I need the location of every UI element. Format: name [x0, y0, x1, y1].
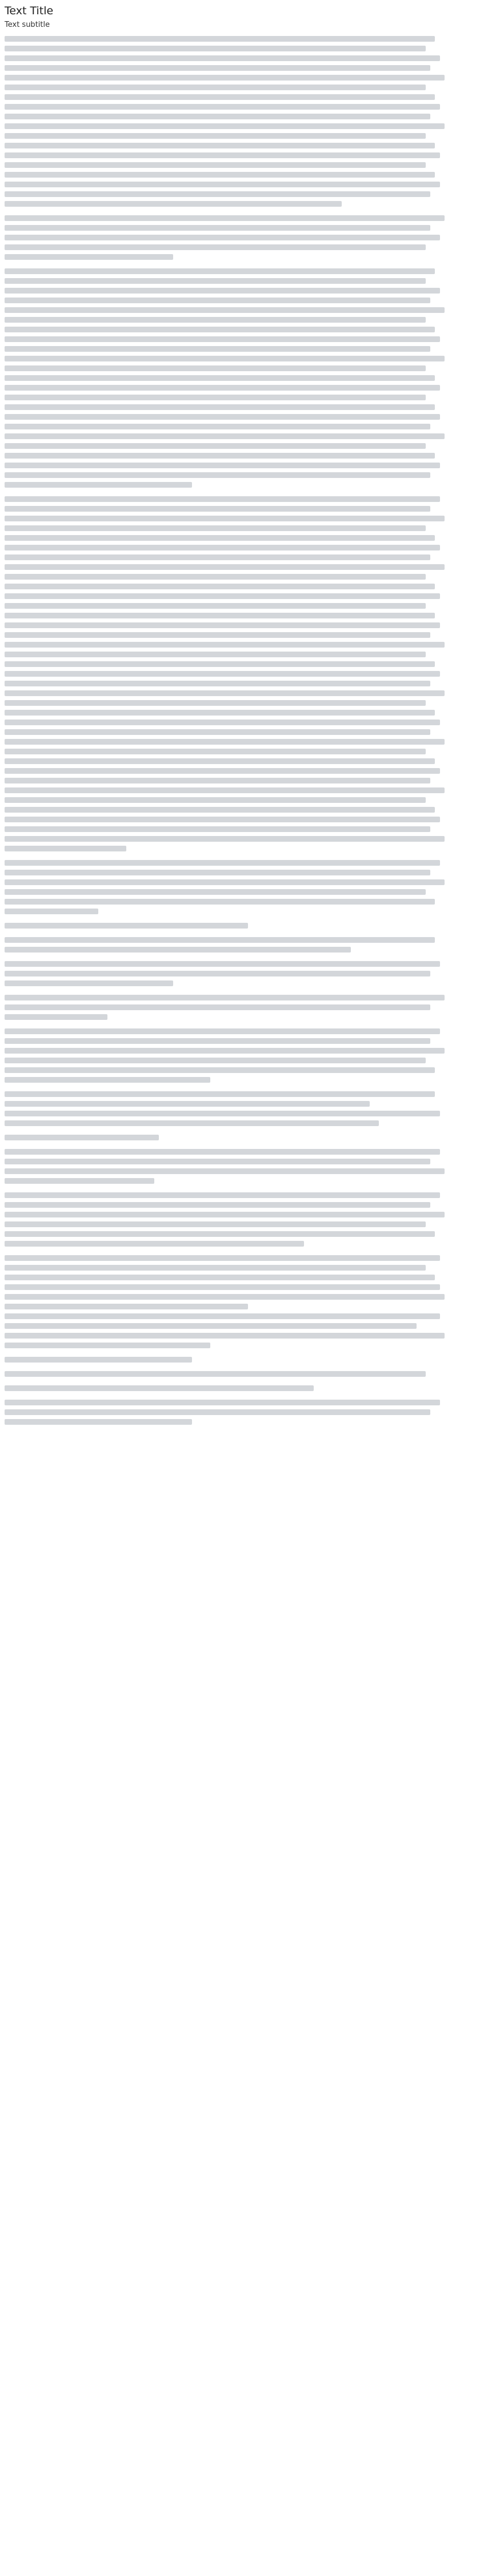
- text-line-placeholder: [5, 65, 430, 71]
- text-line-placeholder: [5, 94, 435, 100]
- text-line-placeholder: [5, 254, 173, 260]
- text-line-placeholder: [5, 375, 435, 381]
- paragraph-1: [5, 36, 473, 207]
- text-line-placeholder: [5, 836, 445, 842]
- paragraph-15: [5, 1255, 473, 1348]
- paragraph-12: [5, 1135, 473, 1140]
- text-line-placeholder: [5, 778, 430, 783]
- text-line-placeholder: [5, 278, 426, 284]
- text-line-placeholder: [5, 909, 98, 914]
- text-line-placeholder: [5, 710, 435, 716]
- text-line-placeholder: [5, 1168, 445, 1174]
- text-line-placeholder: [5, 584, 435, 589]
- text-line-placeholder: [5, 554, 430, 560]
- text-line-placeholder: [5, 346, 430, 352]
- text-line-placeholder: [5, 172, 435, 178]
- text-line-placeholder: [5, 235, 440, 240]
- text-line-placeholder: [5, 75, 445, 81]
- text-line-placeholder: [5, 1409, 430, 1415]
- text-line-placeholder: [5, 1284, 440, 1290]
- text-line-placeholder: [5, 356, 445, 361]
- text-line-placeholder: [5, 870, 430, 875]
- text-line-placeholder: [5, 496, 440, 502]
- text-line-placeholder: [5, 1294, 445, 1300]
- text-line-placeholder: [5, 46, 426, 51]
- text-line-placeholder: [5, 1241, 304, 1247]
- text-line-placeholder: [5, 1265, 426, 1271]
- text-line-placeholder: [5, 947, 351, 953]
- text-line-placeholder: [5, 433, 445, 439]
- paragraph-17: [5, 1371, 473, 1377]
- text-line-placeholder: [5, 395, 426, 400]
- text-line-placeholder: [5, 482, 192, 488]
- text-line-placeholder: [5, 85, 426, 90]
- paragraph-7: [5, 937, 473, 953]
- text-line-placeholder: [5, 244, 426, 250]
- text-line-placeholder: [5, 826, 430, 832]
- text-line-placeholder: [5, 1192, 440, 1198]
- text-line-placeholder: [5, 516, 445, 521]
- text-line-placeholder: [5, 1159, 430, 1164]
- paragraph-13: [5, 1149, 473, 1184]
- text-line-placeholder: [5, 1371, 426, 1377]
- text-line-placeholder: [5, 545, 440, 550]
- text-line-placeholder: [5, 1333, 445, 1339]
- text-line-placeholder: [5, 1304, 248, 1309]
- text-line-placeholder: [5, 652, 426, 657]
- text-line-placeholder: [5, 879, 445, 885]
- page-title: Text Title: [5, 5, 54, 17]
- page-subtitle: Text subtitle: [5, 21, 50, 29]
- text-line-placeholder: [5, 104, 440, 110]
- paragraph-2: [5, 215, 473, 260]
- paragraph-5: [5, 860, 473, 914]
- text-line-placeholder: [5, 1101, 370, 1107]
- text-line-placeholder: [5, 961, 440, 967]
- text-line-placeholder: [5, 443, 426, 449]
- text-line-placeholder: [5, 1120, 379, 1126]
- text-line-placeholder: [5, 162, 426, 168]
- paragraph-3: [5, 268, 473, 488]
- text-line-placeholder: [5, 36, 435, 42]
- text-line-placeholder: [5, 404, 435, 410]
- text-line-placeholder: [5, 971, 430, 976]
- text-line-placeholder: [5, 1111, 440, 1116]
- text-line-placeholder: [5, 1067, 435, 1073]
- text-line-placeholder: [5, 133, 426, 139]
- text-line-placeholder: [5, 899, 435, 905]
- text-line-placeholder: [5, 414, 440, 420]
- text-line-placeholder: [5, 1077, 210, 1083]
- text-line-placeholder: [5, 846, 126, 851]
- text-line-placeholder: [5, 143, 435, 148]
- text-line-placeholder: [5, 768, 440, 774]
- text-line-placeholder: [5, 336, 440, 342]
- paragraph-10: [5, 1028, 473, 1083]
- text-line-placeholder: [5, 671, 440, 677]
- text-line-placeholder: [5, 1275, 435, 1280]
- text-line-placeholder: [5, 1058, 426, 1063]
- text-line-placeholder: [5, 995, 445, 1000]
- text-line-placeholder: [5, 1419, 192, 1425]
- text-line-placeholder: [5, 923, 248, 929]
- text-line-placeholder: [5, 632, 430, 638]
- text-line-placeholder: [5, 603, 426, 609]
- text-line-placeholder: [5, 1221, 426, 1227]
- text-line-placeholder: [5, 298, 430, 303]
- text-line-placeholder: [5, 1004, 430, 1010]
- text-line-placeholder: [5, 506, 430, 512]
- text-line-placeholder: [5, 525, 426, 531]
- text-line-placeholder: [5, 1149, 440, 1155]
- text-line-placeholder: [5, 681, 430, 686]
- paragraph-11: [5, 1091, 473, 1126]
- paragraph-8: [5, 961, 473, 986]
- paragraph-4: [5, 496, 473, 851]
- text-line-placeholder: [5, 889, 426, 895]
- text-line-placeholder: [5, 622, 440, 628]
- text-line-placeholder: [5, 807, 435, 813]
- text-line-placeholder: [5, 1343, 210, 1348]
- text-line-placeholder: [5, 1135, 159, 1140]
- text-line-placeholder: [5, 123, 445, 129]
- paragraph-14: [5, 1192, 473, 1247]
- text-line-placeholder: [5, 720, 440, 725]
- text-line-placeholder: [5, 385, 440, 391]
- text-line-placeholder: [5, 1255, 440, 1261]
- text-line-placeholder: [5, 225, 430, 231]
- text-line-placeholder: [5, 642, 445, 648]
- text-line-placeholder: [5, 1231, 435, 1237]
- text-line-placeholder: [5, 729, 430, 735]
- text-line-placeholder: [5, 268, 435, 274]
- text-line-placeholder: [5, 574, 426, 580]
- text-line-placeholder: [5, 613, 435, 618]
- text-line-placeholder: [5, 1178, 154, 1184]
- paragraph-6: [5, 923, 473, 929]
- text-line-placeholder: [5, 1028, 440, 1034]
- text-line-placeholder: [5, 1048, 445, 1054]
- article-body: [5, 36, 473, 1425]
- text-line-placeholder: [5, 1313, 440, 1319]
- text-line-placeholder: [5, 937, 435, 943]
- text-line-placeholder: [5, 593, 440, 599]
- text-line-placeholder: [5, 700, 426, 706]
- text-line-placeholder: [5, 1014, 107, 1020]
- text-line-placeholder: [5, 758, 435, 764]
- text-line-placeholder: [5, 317, 426, 323]
- text-line-placeholder: [5, 215, 445, 221]
- text-line-placeholder: [5, 453, 435, 459]
- text-line-placeholder: [5, 191, 430, 197]
- text-line-placeholder: [5, 1091, 435, 1097]
- text-line-placeholder: [5, 661, 435, 667]
- text-line-placeholder: [5, 182, 440, 187]
- text-line-placeholder: [5, 749, 426, 754]
- paragraph-18: [5, 1385, 473, 1391]
- text-line-placeholder: [5, 1212, 445, 1217]
- text-line-placeholder: [5, 201, 342, 207]
- text-line-placeholder: [5, 327, 435, 332]
- text-line-placeholder: [5, 690, 445, 696]
- text-line-placeholder: [5, 472, 430, 478]
- text-line-placeholder: [5, 152, 440, 158]
- text-line-placeholder: [5, 817, 440, 822]
- text-line-placeholder: [5, 1357, 192, 1363]
- text-line-placeholder: [5, 288, 440, 294]
- text-line-placeholder: [5, 739, 445, 745]
- text-line-placeholder: [5, 980, 173, 986]
- text-line-placeholder: [5, 365, 426, 371]
- text-line-placeholder: [5, 535, 435, 541]
- paragraph-19: [5, 1400, 473, 1425]
- text-line-placeholder: [5, 55, 440, 61]
- text-line-placeholder: [5, 1202, 430, 1208]
- text-line-placeholder: [5, 860, 440, 866]
- text-line-placeholder: [5, 307, 445, 313]
- paragraph-9: [5, 995, 473, 1020]
- text-line-placeholder: [5, 564, 445, 570]
- text-line-placeholder: [5, 463, 440, 468]
- text-line-placeholder: [5, 787, 445, 793]
- text-line-placeholder: [5, 1400, 440, 1405]
- paragraph-16: [5, 1357, 473, 1363]
- text-line-placeholder: [5, 114, 430, 119]
- text-line-placeholder: [5, 1385, 314, 1391]
- text-line-placeholder: [5, 797, 426, 803]
- text-line-placeholder: [5, 424, 430, 429]
- text-line-placeholder: [5, 1038, 430, 1044]
- text-line-placeholder: [5, 1323, 417, 1329]
